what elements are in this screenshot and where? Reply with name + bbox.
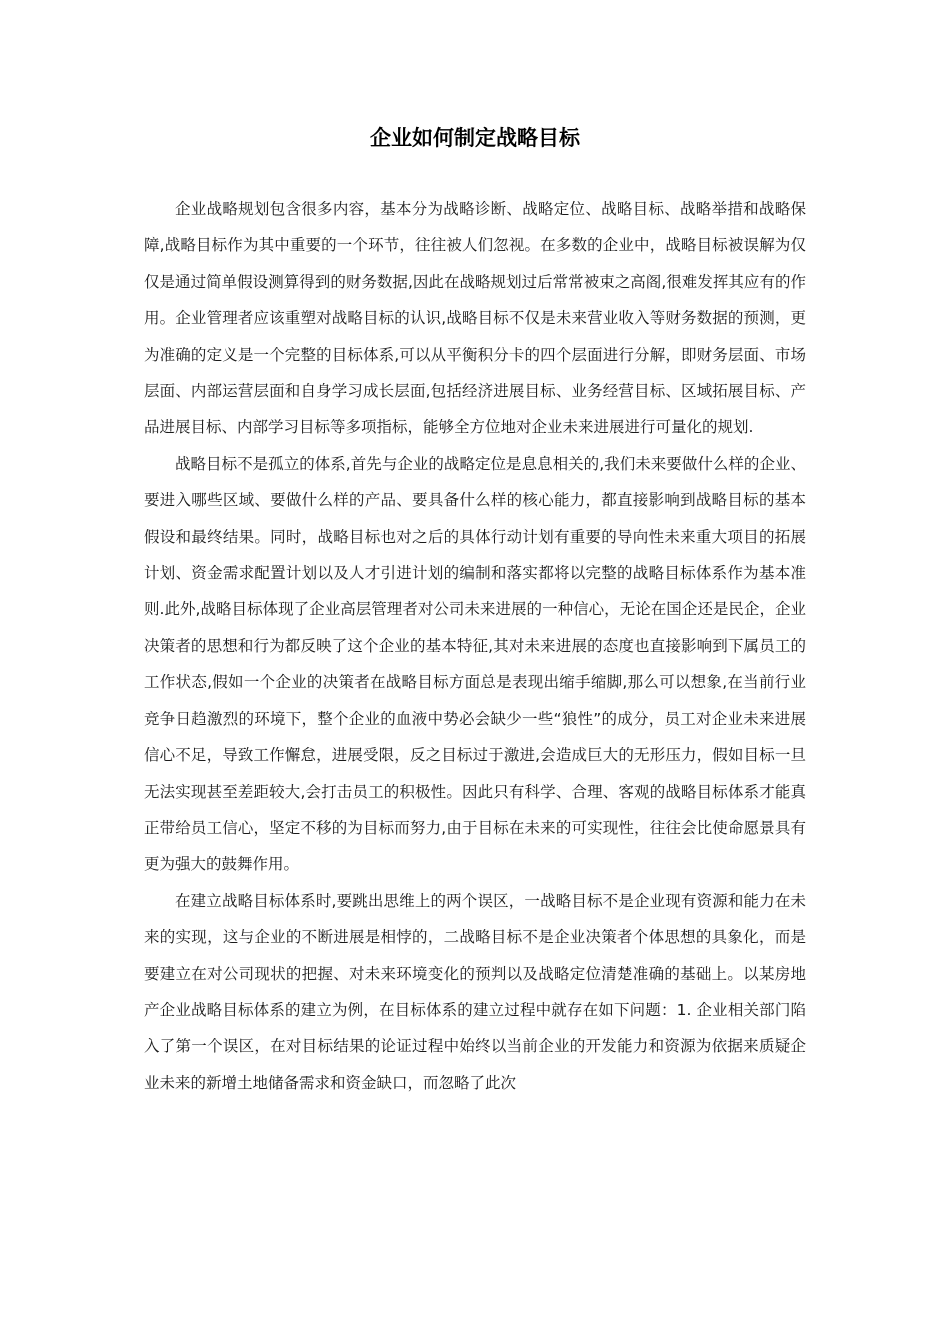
document-body — [144, 191, 806, 1101]
paragraph-1: 企业战略规划包含很多内容，基本分为战略诊断、战略定位、战略目标、战略举措和战略保障,战略目标作为其中重要的一个环节，往往被人们忽视。在多数的企业中，战略目标被误解为仅仅是通过简单假设测算得到的财务数据,因此在战略规划过后常常被束之高阁,很难发挥其应有的作用。企业管理者应该重塑对战略目标的认识,战略目标不仅是未来营业收入等财务数据的预测，更为准确的定义是一个完整的目标体系,可以从平衡积分卡的四个层面进行分解，即财务层面、市场层面、内部运营层面和自身学习成长层面,包括经济进展目标、业务经营目标、区域拓展目标、产品进展目标、内部学习目标等多项指标，能够全方位地对企业未来进展进行可量化的规划. — [144, 200, 806, 437]
paragraph-3: 在建立战略目标体系时,要跳出思维上的两个误区，一战略目标不是企业现有资源和能力在未来的实现，这与企业的不断进展是相悖的，二战略目标不是企业决策者个体思想的具象化，而是要建立在对公司现状的把握、对未来环境变化的预判以及战略定位清楚准确的基础上。以某房地产企业战略目标体系的建立为例，在目标体系的建立过程中就存在如下问题：1. 企业相关部门陷入了第一个误区，在对目标结果的论证过程中始终以当前企业的开发能力和资源为依据来质疑企业未来的新增土地储备需求和资金缺口，而忽略了此次 — [144, 891, 806, 1092]
document-title: 企业如何制定战略目标 — [370, 125, 580, 150]
paragraph-2: 战略目标不是孤立的体系,首先与企业的战略定位是息息相关的,我们未来要做什么样的企业、要进入哪些区域、要做什么样的产品、要具备什么样的核心能力，都直接影响到战略目标的基本假设和最终结果。同时，战略目标也对之后的具体行动计划有重要的导向性未来重大项目的拓展计划、资金需求配置计划以及人才引进计划的编制和落实都将以完整的战略目标体系作为基本准则.此外,战略目标体现了企业高层管理者对公司未来进展的一种信心，无论在国企还是民企，企业决策者的思想和行为都反映了这个企业的基本特征,其对未来进展的态度也直接影响到下属员工的工作状态,假如一个企业的决策者在战略目标方面总是表现出缩手缩脚,那么可以想象,在当前行业竞争日趋激烈的环境下，整个企业的血液中势必会缺少一些“狼性”的成分，员工对企业未来进展信心不足，导致工作懈怠，进展受限，反之目标过于激进,会造成巨大的无形压力，假如目标一旦无法实现甚至差距较大,会打击员工的积极性。因此只有科学、合理、客观的战略目标体系才能真正带给员工信心，坚定不移的为目标而努力,由于目标在未来的可实现性，往往会比使命愿景具有更为强大的鼓舞作用。 — [144, 454, 806, 874]
